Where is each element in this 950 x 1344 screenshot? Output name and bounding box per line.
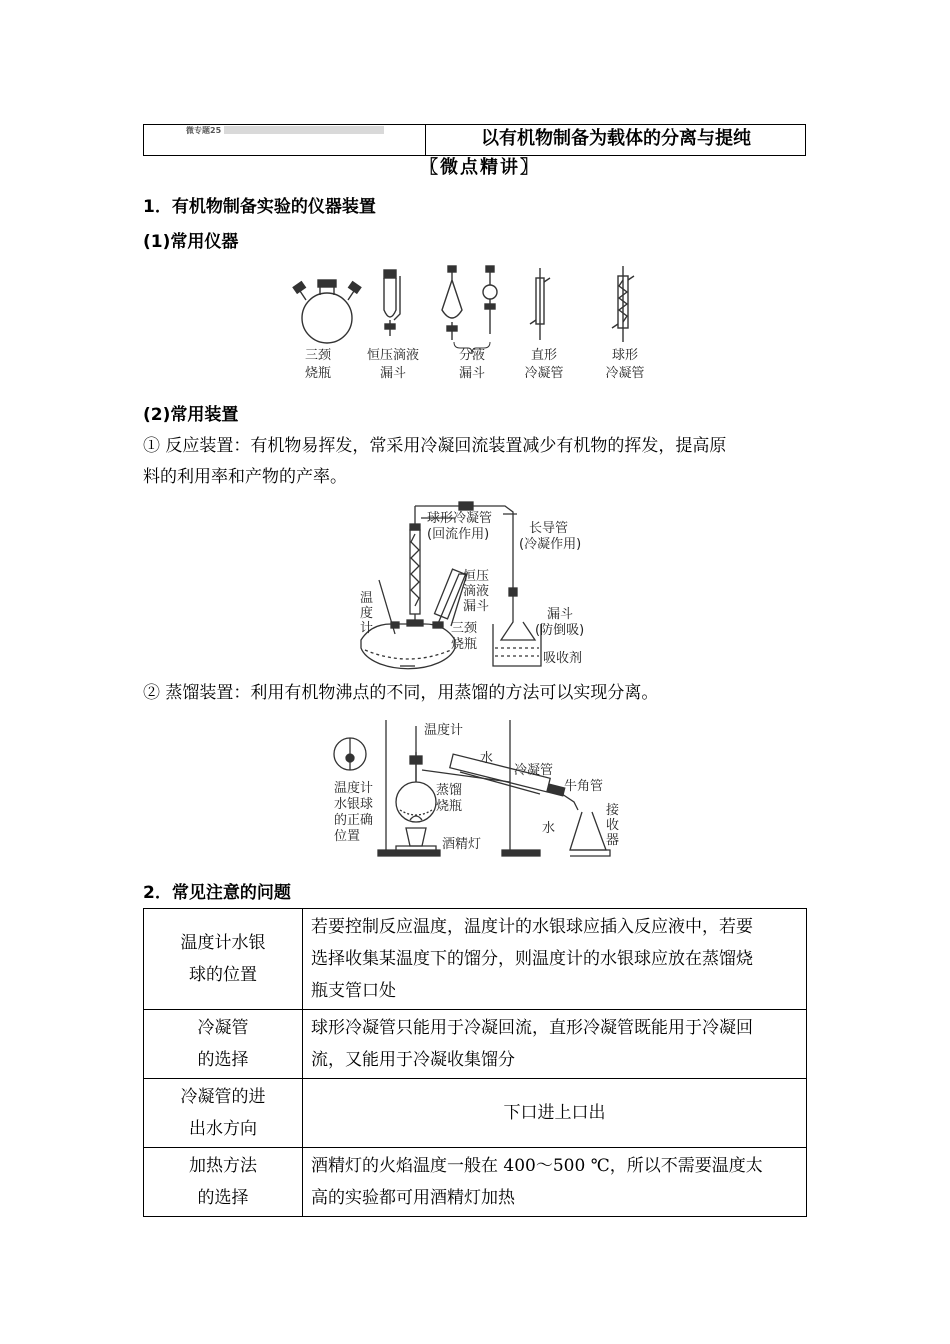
reaction-setup-line1: ① 反应装置：有机物易挥发，常采用冷凝回流装置减少有机物的挥发，提高原 xyxy=(143,436,727,456)
instrument-label-5a: 球形 xyxy=(611,348,639,363)
label-drip-funnel-1: 恒压 xyxy=(463,569,490,584)
label-thermometer-3: 计 xyxy=(360,621,374,636)
instrument-label-4b: 冷凝管 xyxy=(524,366,564,381)
section1-heading: 1．有机物制备实验的仪器装置 xyxy=(143,197,376,217)
row-key xyxy=(144,1010,303,1079)
section-banner: 〖微点精讲〗 xyxy=(420,157,540,178)
notes-table xyxy=(143,908,807,1217)
instrument-label-1a: 三颈 xyxy=(304,348,332,363)
value-line: 高的实验都可用酒精灯加热 xyxy=(311,1188,515,1208)
label-receiver-2: 收 xyxy=(606,818,620,833)
label-drip-funnel-2: 滴液 xyxy=(463,584,490,599)
pressure-funnel-icon xyxy=(384,270,400,336)
key-line: 的选择 xyxy=(197,1188,249,1208)
value-line: 下口进上口出 xyxy=(503,1103,606,1123)
label-reflux-role: (回流作用) xyxy=(427,527,490,542)
label-three-neck-2: 烧瓶 xyxy=(451,637,478,652)
row-key xyxy=(144,1079,303,1148)
key-line: 出水方向 xyxy=(189,1119,257,1139)
page-title: 以有机物制备为载体的分离与提纯 xyxy=(481,128,751,149)
label-drip-funnel-3: 漏斗 xyxy=(463,599,490,614)
distill-setup-line: ② 蒸馏装置：利用有机物沸点的不同，用蒸馏的方法可以实现分离。 xyxy=(143,683,659,703)
header-tag: 微专题25 xyxy=(186,126,222,135)
row-key xyxy=(144,909,303,1010)
instrument-label-1b: 烧瓶 xyxy=(304,366,332,381)
label-position-4: 位置 xyxy=(334,829,361,844)
row-value xyxy=(303,1148,807,1217)
table-row xyxy=(144,1079,807,1148)
key-line: 冷凝管的进 xyxy=(180,1087,266,1107)
key-line: 加热方法 xyxy=(189,1156,257,1176)
instrument-label-2b: 漏斗 xyxy=(379,366,407,381)
instrument-label-4a: 直形 xyxy=(530,348,558,363)
label-water-out: 水 xyxy=(542,821,556,836)
label-thermometer-1: 温 xyxy=(360,591,374,606)
distillation-apparatus-figure xyxy=(330,716,630,864)
instrument-label-3a: 分液 xyxy=(458,348,486,363)
row-value xyxy=(303,1079,807,1148)
label-receiver-3: 器 xyxy=(606,833,620,848)
key-line: 球的位置 xyxy=(189,965,257,985)
label-condenser: 冷凝管 xyxy=(514,763,554,778)
reflux-apparatus-figure xyxy=(355,500,605,672)
label-condense-role: (冷凝作用) xyxy=(519,537,582,552)
label-adapter: 牛角管 xyxy=(564,779,604,794)
instrument-label-5b: 冷凝管 xyxy=(605,366,645,381)
value-line: 若要控制反应温度，温度计的水银球应插入反应液中，若要 xyxy=(311,917,753,937)
label-thermometer-2: 度 xyxy=(360,606,374,621)
label-distill-flask-1: 蒸馏 xyxy=(436,783,463,798)
row-key xyxy=(144,1148,303,1217)
key-line: 温度计水银 xyxy=(180,933,266,953)
value-line: 流，又能用于冷凝收集馏分 xyxy=(311,1050,515,1070)
instrument-label-2a: 恒压滴液 xyxy=(366,348,420,363)
label-position-1: 温度计 xyxy=(334,781,374,796)
table-row xyxy=(144,1010,807,1079)
table-row xyxy=(144,1148,807,1217)
instruments-figure xyxy=(290,262,670,386)
subheading-instruments: (1)常用仪器 xyxy=(143,232,239,252)
label-distill-flask-2: 烧瓶 xyxy=(436,799,463,814)
header-bar xyxy=(224,126,384,134)
separatory-funnel-icon xyxy=(442,266,497,340)
key-line: 的选择 xyxy=(197,1050,249,1070)
label-funnel: 漏斗 xyxy=(547,607,574,622)
label-three-neck-1: 三颈 xyxy=(451,621,478,636)
label-water-in: 水 xyxy=(480,751,494,766)
row-value xyxy=(303,909,807,1010)
table-row xyxy=(144,909,807,1010)
straight-condenser-icon xyxy=(530,268,550,340)
value-line: 选择收集某温度下的馏分，则温度计的水银球应放在蒸馏烧 xyxy=(311,949,753,969)
label-thermometer: 温度计 xyxy=(424,723,464,738)
label-alcohol-lamp: 酒精灯 xyxy=(442,837,482,852)
subheading-setups: (2)常用装置 xyxy=(143,405,239,425)
key-line: 冷凝管 xyxy=(197,1018,249,1038)
label-long-tube: 长导管 xyxy=(529,521,569,536)
label-bulb-condenser: 球形冷凝管 xyxy=(427,511,493,526)
section2-heading: 2．常见注意的问题 xyxy=(143,883,291,903)
value-line: 球形冷凝管只能用于冷凝回流，直形冷凝管既能用于冷凝回 xyxy=(311,1018,753,1038)
value-line: 瓶支管口处 xyxy=(311,981,396,1001)
instrument-label-3b: 漏斗 xyxy=(458,366,486,381)
row-value xyxy=(303,1010,807,1079)
label-absorbent: 吸收剂 xyxy=(543,651,583,666)
label-anti-suckback: (防倒吸) xyxy=(535,623,585,638)
three-neck-flask-icon xyxy=(293,280,361,343)
bulb-condenser-icon xyxy=(612,266,634,342)
label-position-3: 的正确 xyxy=(334,813,374,828)
value-line: 酒精灯的火焰温度一般在 400～500 ℃，所以不需要温度太 xyxy=(311,1156,763,1176)
label-receiver-1: 接 xyxy=(606,803,620,818)
reaction-setup-line2: 料的利用率和产物的产率。 xyxy=(143,467,347,487)
label-position-2: 水银球 xyxy=(334,797,374,812)
